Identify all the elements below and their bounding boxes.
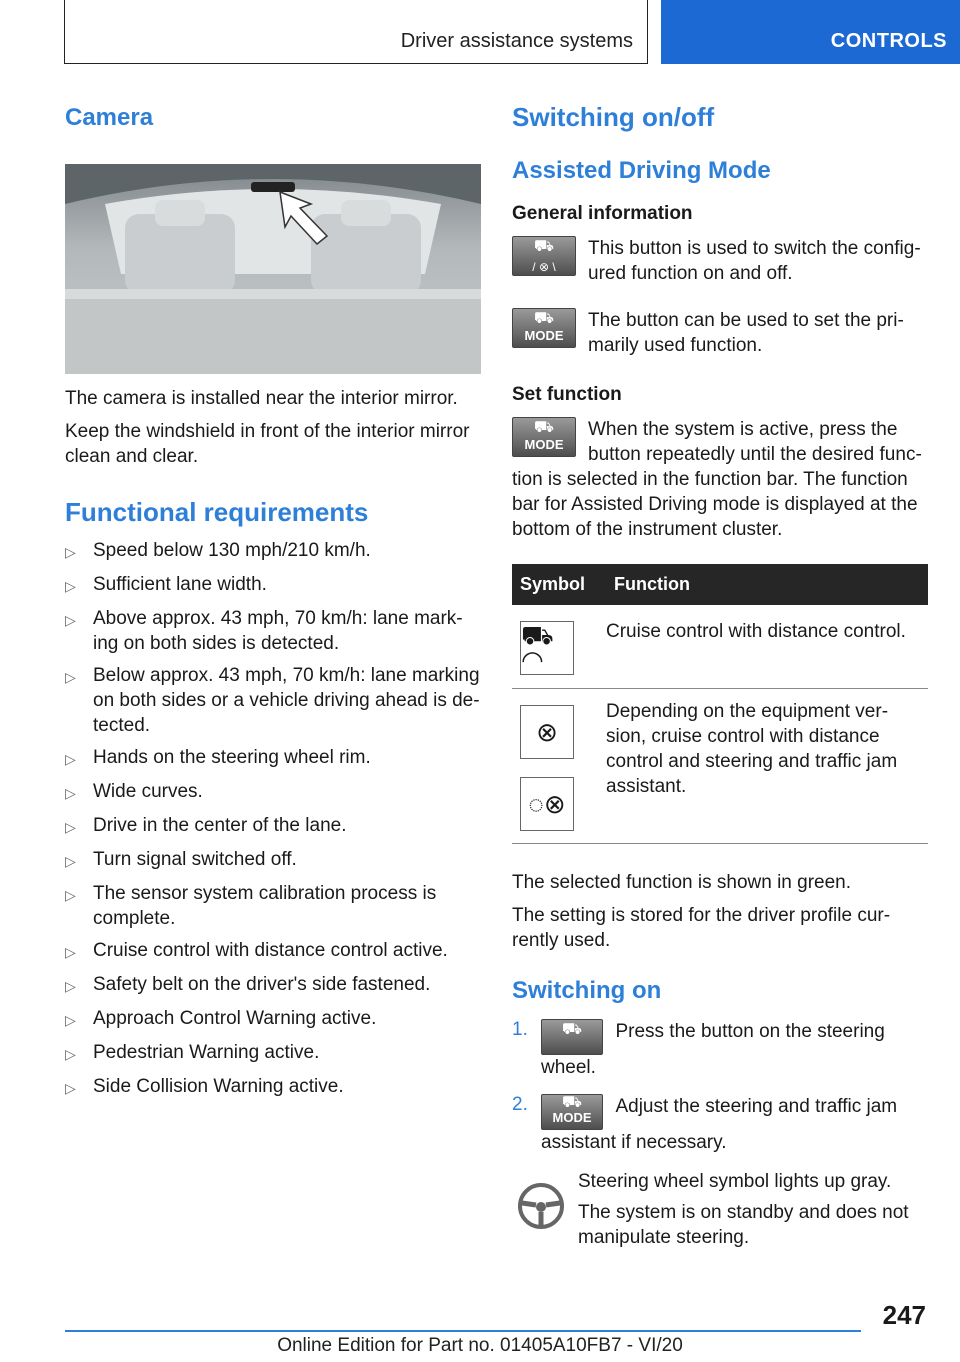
requirements-heading: Functional requirements [65,497,369,527]
wheel-text-2: The system is on standby and does not manipulate steering. [578,1202,909,1248]
table-cell: Depending on the equipment ver-sion, cruise control with distance control and steering and traffic jam assistant. [606,701,898,797]
step-1-text: Press the button on the steering wheel. [541,1021,885,1078]
camera-text-2: Keep the windshield in front of the interior mirror clean and clear. [65,421,470,467]
table-row [512,605,928,689]
triangle-bullet-icon: ▷ [65,785,76,801]
assist-button-icon: ⛟ [541,1019,603,1055]
table-cell: Cruise control with distance control. [606,621,906,642]
step-1 [512,1019,928,1080]
set-row [512,417,928,467]
general-row-1 [512,236,928,286]
assist-button-icon: ⛟ / ⊗ \ [512,236,576,276]
general-text-1: This button is used to switch the config-ured function on and off. [588,238,921,284]
list-item: ▷ Above approx. 43 mph, 70 km/h: lane mark-ing on both sides is detected. [65,608,463,654]
header-chapter: CONTROLS [830,30,947,52]
triangle-bullet-icon: ▷ [65,544,76,560]
list-item: ▷ Side Collision Warning active. [65,1074,481,1101]
list-item: ▷ Turn signal switched off. [65,847,481,874]
list-item: ▷ Wide curves. [65,779,481,806]
right-column [512,102,928,1250]
header-chapter-box [661,0,960,64]
list-item: ▷ Drive in the center of the lane. [65,813,481,840]
step-2-number: 2. [512,1094,528,1115]
triangle-bullet-icon: ▷ [65,1012,76,1028]
triangle-bullet-icon: ▷ [65,578,76,594]
list-item: ▷ Approach Control Warning active. [65,1006,481,1033]
triangle-bullet-icon: ▷ [65,1046,76,1062]
function-table [512,564,928,844]
after-text-1: The selected function is shown in green. [512,872,852,893]
camera-heading: Camera [65,104,154,131]
wheel-text-1: Steering wheel symbol lights up gray. [578,1171,892,1192]
after-text-2: The setting is stored for the driver profile cur-rently used. [512,905,891,951]
header-section-box [64,0,648,64]
car-interior-illustration [65,164,481,374]
triangle-bullet-icon: ▷ [65,669,76,685]
steering-wheel-icon [516,1181,566,1231]
triangle-bullet-icon: ▷ [65,978,76,994]
triangle-bullet-icon: ▷ [65,612,76,628]
left-column [65,104,481,1108]
cruise-control-icon: ⛟◠ [520,621,574,675]
triangle-bullet-icon: ▷ [65,887,76,903]
list-item: ▷ Safety belt on the driver's side fastened. [65,972,481,999]
mode-button-icon: ⛟ MODE [512,308,576,348]
list-item: ▷ Sufficient lane width. [65,572,481,599]
list-item: ▷ Cruise control with distance control active. [65,938,481,965]
footer-edition: Online Edition for Part no. 01405A10FB7 - VI/20 [277,1335,683,1356]
mode-button-icon: ⛟ MODE [512,417,576,457]
list-item: ▷ The sensor system calibration process is complete. [65,883,437,929]
triangle-bullet-icon: ▷ [65,944,76,960]
set-text-a: When the system is active, press the button repeatedly until the desired func- [588,419,922,465]
table-header-row [512,564,928,605]
cruise-steering-icon: ◌⊗ [520,777,574,831]
switching-on-heading: Switching on [512,977,662,1004]
triangle-bullet-icon: ▷ [65,751,76,767]
list-item: ▷ Hands on the steering wheel rim. [65,745,481,772]
set-function-heading: Set function [512,384,622,405]
page-number: 247 [882,1300,926,1330]
list-item: ▷ Pedestrian Warning active. [65,1040,481,1067]
general-info-heading: General information [512,203,693,224]
triangle-bullet-icon: ▷ [65,1080,76,1096]
step-1-number: 1. [512,1019,528,1040]
step-2-text: Adjust the steering and traffic jam assistant if necessary. [541,1096,898,1153]
steering-wheel-row [512,1169,928,1250]
step-2 [512,1094,928,1155]
switching-heading: Switching on/off [512,102,715,132]
header-section: Driver assistance systems [400,30,633,52]
mode-button-icon: ⛟ MODE [541,1094,603,1130]
footer-divider [65,1330,861,1332]
table-row [512,689,928,844]
camera-text-1: The camera is installed near the interior mirror. [65,388,458,409]
general-text-2: The button can be used to set the pri-marily used function. [588,310,904,356]
assisted-driving-heading: Assisted Driving Mode [512,157,771,184]
set-text-b: tion is selected in the function bar. The function bar for Assisted Driving mode is displayed at the bottom of the instrument cluster. [512,469,918,540]
triangle-bullet-icon: ▷ [65,853,76,869]
list-item: ▷ Below approx. 43 mph, 70 km/h: lane marking on both sides or a vehicle driving ahead is de-tected. [65,665,480,736]
table-header-symbol: Symbol [512,564,606,605]
triangle-bullet-icon: ▷ [65,819,76,835]
requirements-list [65,538,481,1101]
steering-assistant-icon: ⊗ [520,705,574,759]
general-row-2 [512,308,928,358]
table-header-function: Function [606,564,928,605]
list-item: ▷ Speed below 130 mph/210 km/h. [65,538,481,565]
car-interior-image [65,164,481,374]
